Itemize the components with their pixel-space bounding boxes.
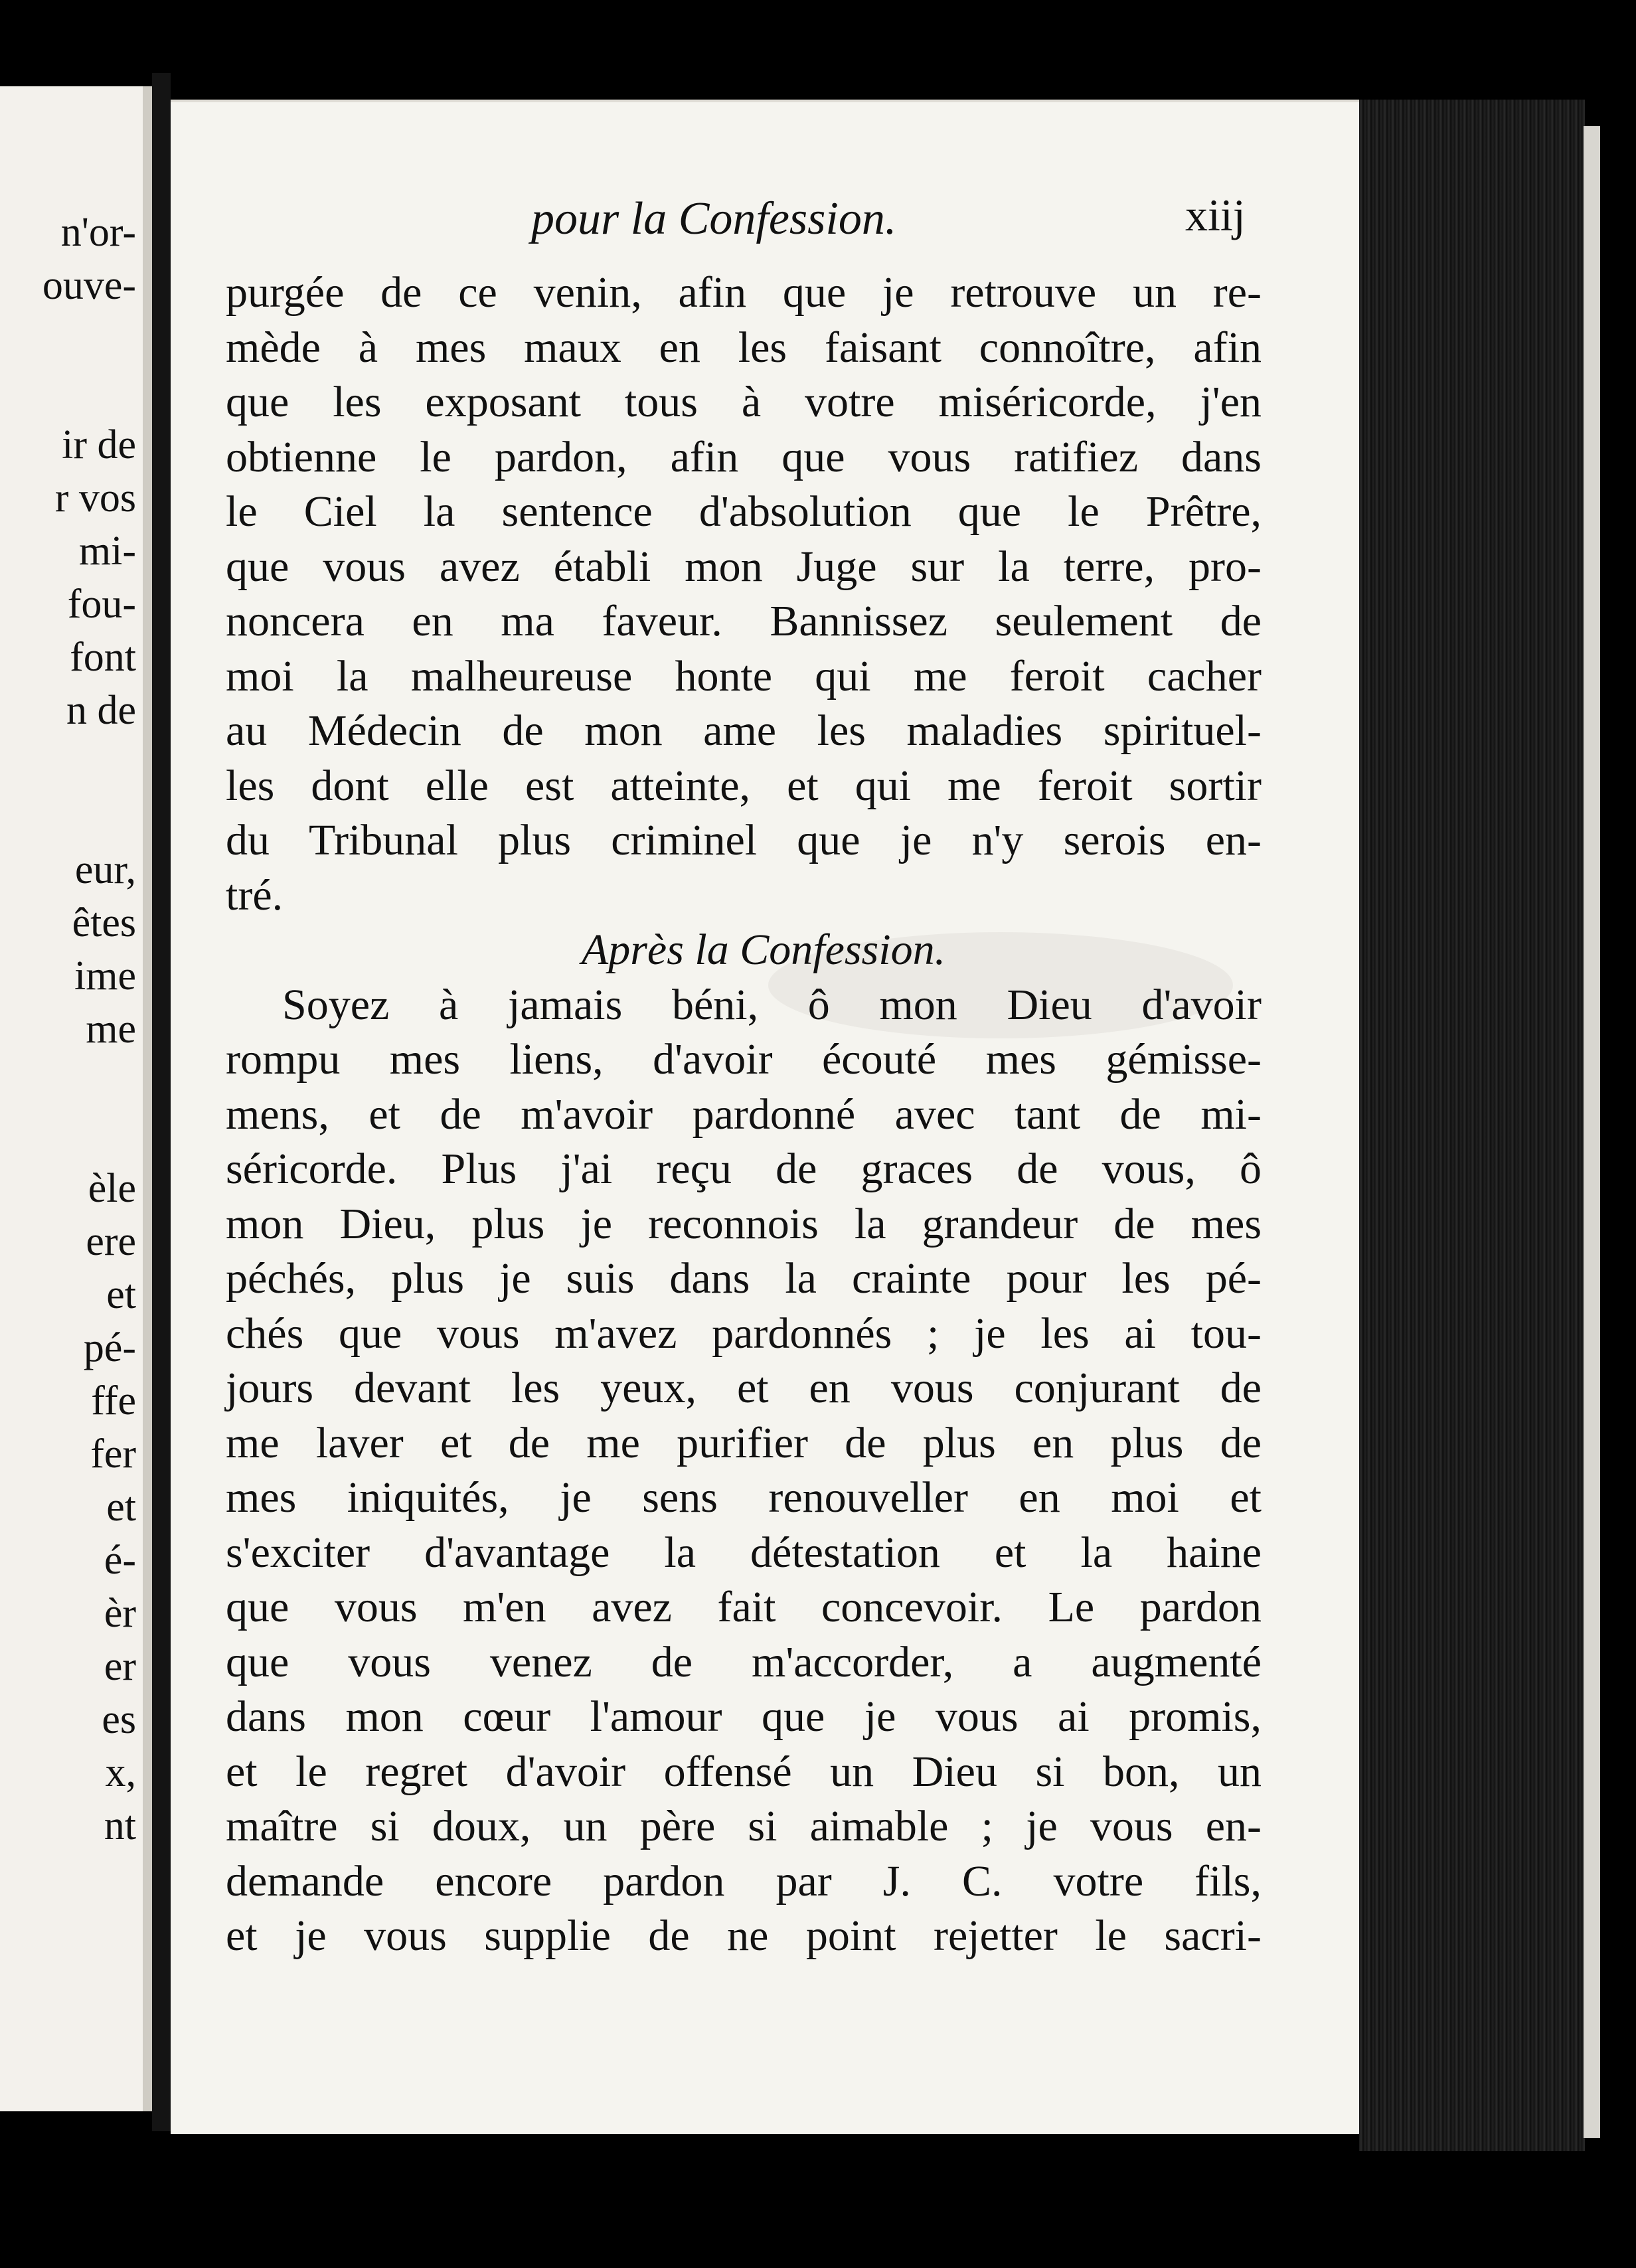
left-page-line: n'or- [60, 210, 136, 255]
left-page-line: pé- [83, 1325, 136, 1370]
text-line: que vous m'en avez fait concevoir. Le pardon [226, 1583, 1262, 1631]
left-page-line: ir de [62, 422, 136, 467]
left-page-line: eur, [74, 847, 136, 892]
page-number: xiij [1185, 190, 1246, 240]
left-page-line: é- [104, 1538, 136, 1583]
text-line: mon Dieu, plus je reconnois la grandeur de mes [226, 1199, 1262, 1248]
text-line: que vous venez de m'accorder, a augmenté [226, 1637, 1262, 1686]
text-line: jours devant les yeux, et en vous conjurant de [226, 1364, 1262, 1412]
left-facing-page [0, 86, 152, 2111]
text-line: et je vous supplie de ne point rejetter le sacri- [226, 1911, 1262, 1960]
text-line-last: tré. [226, 870, 284, 920]
left-page-line: es [102, 1697, 136, 1742]
left-page-line: er [104, 1644, 136, 1689]
left-page-line: ouve- [42, 263, 136, 308]
section-heading: Après la Confession. [581, 926, 946, 974]
left-page-line: x, [105, 1750, 136, 1795]
text-line: et le regret d'avoir offensé un Dieu si bon, un [226, 1747, 1262, 1796]
text-line: obtienne le pardon, afin que vous ratifiez dans [226, 432, 1262, 481]
text-line: que vous avez établi mon Juge sur la terre, pro- [226, 542, 1262, 591]
text-line: purgée de ce venin, afin que je retrouve un re- [226, 268, 1262, 317]
text-line: rompu mes liens, d'avoir écouté mes gémisse- [226, 1035, 1262, 1084]
text-line: péchés, plus je suis dans la crainte pour les pé- [226, 1254, 1262, 1303]
left-page-line: font [70, 635, 136, 680]
text-line: mes iniquités, je sens renouveller en moi et [226, 1473, 1262, 1522]
left-page-line: r vos [54, 475, 136, 521]
left-page-line: fou- [67, 582, 136, 627]
text-line: chés que vous m'avez pardonnés ; je les ai tou- [226, 1309, 1262, 1358]
left-page-line: me [86, 1007, 136, 1052]
left-page-line: nt [104, 1803, 136, 1848]
text-line: demande encore pardon par J. C. votre fils, [226, 1856, 1262, 1905]
left-page-line: mi- [78, 528, 136, 574]
text-line: séricorde. Plus j'ai reçu de graces de vous, ô [226, 1145, 1262, 1193]
text-line: au Médecin de mon ame les maladies spirituel- [226, 706, 1262, 755]
text-line: du Tribunal plus criminel que je n'y serois en- [226, 816, 1262, 864]
text-line: mens, et de m'avoir pardonné avec tant de mi- [226, 1090, 1262, 1139]
page-edges [1359, 100, 1585, 2151]
text-line: me laver et de me purifier de plus en plus de [226, 1418, 1262, 1467]
text-line: s'exciter d'avantage la détestation et la haine [226, 1528, 1262, 1577]
left-page-line: èle [88, 1166, 136, 1211]
book-gutter [152, 73, 171, 2131]
left-page-line: et [106, 1485, 136, 1530]
text-line: moi la malheureuse honte qui me feroit cacher [226, 651, 1262, 700]
left-page-line: ime [74, 953, 136, 999]
left-page-line: ere [86, 1219, 136, 1264]
left-page-line: n de [66, 688, 136, 733]
left-page-line: êtes [72, 900, 136, 945]
page-edge-light [1584, 126, 1600, 2138]
running-head: pour la Confession. [531, 193, 897, 244]
text-line: le Ciel la sentence d'absolution que le Prêtre, [226, 487, 1262, 536]
left-page-line: èr [104, 1591, 136, 1636]
text-line: que les exposant tous à votre miséricorde, j'en [226, 378, 1262, 426]
left-page-line: ffe [91, 1378, 136, 1423]
text-line: les dont elle est atteinte, et qui me feroit sortir [226, 761, 1262, 810]
text-line: mède à mes maux en les faisant connoître, afin [226, 323, 1262, 372]
left-page-line: et [106, 1272, 136, 1317]
text-line: dans mon cœur l'amour que je vous ai promis, [226, 1692, 1262, 1741]
left-page-line: fer [90, 1431, 136, 1477]
text-line: maître si doux, un père si aimable ; je vous en- [226, 1802, 1262, 1850]
text-line: noncera en ma faveur. Bannissez seulement de [226, 597, 1262, 645]
text-line: Soyez à jamais béni, ô mon Dieu d'avoir [282, 980, 1262, 1029]
body-text [226, 266, 1262, 1964]
